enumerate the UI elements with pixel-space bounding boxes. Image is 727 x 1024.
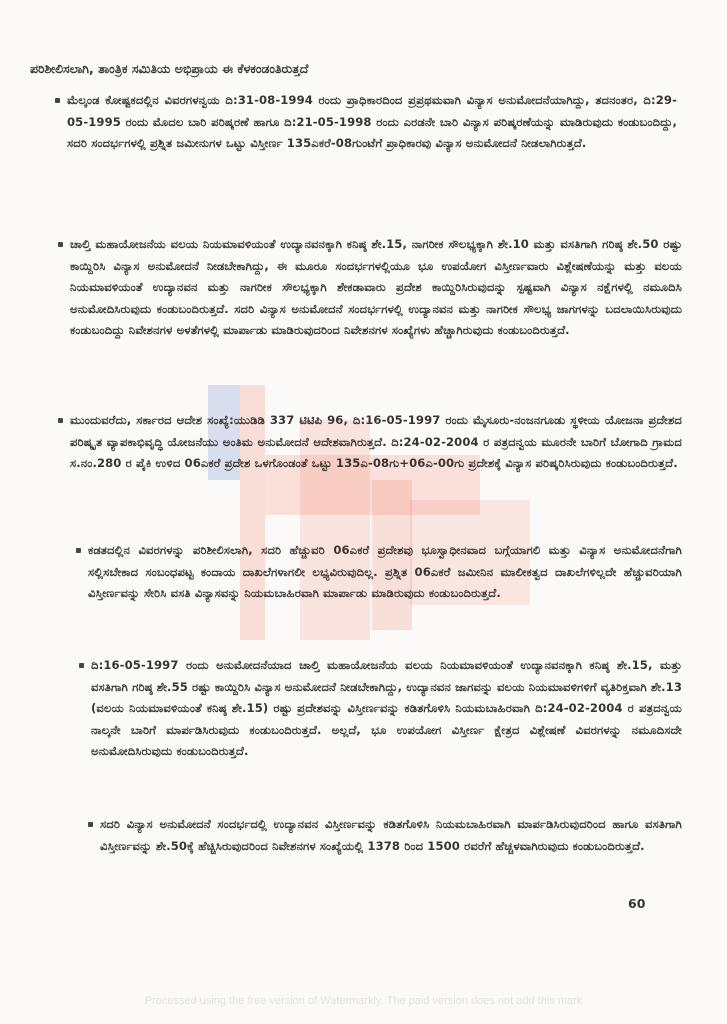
paragraph-text: ಸದರಿ ವಿನ್ಯಾಸ ಅನುಮೋದನೆ ಸಂದರ್ಭದಲ್ಲಿ ಉದ್ಯಾನವನ ವಿಸ್ತೀರ್ಣವನ್ನು ಕಡಿತಗೊಳಿಸಿ ನಿಯಮಬಾಹಿರವಾಗಿ ಮಾರ್ಪಡಿಸಿರುವುದರಿಂದ ಹಾಗೂ ವಸತಿಗಾಗಿ ವಿಸ್ತೀರ್ಣವನ್ನು ಶೇ.50ಕ್ಕೆ ಹೆಚ್ಚಿಸಿರುವುದರಿಂದ ನಿವೇಶನಗಳ ಸಂಖ್ಯೆಯಲ್ಲಿ 1378 ರಿಂದ 1500 ರವರೆಗೆ ಹೆಚ್ಚಳವಾಗಿರುವುದು ಕಂಡುಬಂದಿರುತ್ತದೆ. [100,817,682,853]
paragraph-text: ಕಡತದಲ್ಲಿನ ವಿವರಗಳನ್ನು ಪರಿಶೀಲಿಸಲಾಗಿ, ಸದರಿ ಹೆಚ್ಚುವರಿ 06ಎಕರೆ ಪ್ರದೇಶವು ಭೂಸ್ವಾಧೀನವಾದ ಬಗ್ಗೆಯಾಗಲಿ ಮತ್ತು ವಿನ್ಯಾಸ ಅನುಮೋದನೆಗಾಗಿ ಸಲ್ಲಿಸಬೇಕಾದ ಸಂಬಂಧಪಟ್ಟ ಕಂದಾಯ ದಾಖಲೆಗಳಾಗಲೀ ಲಭ್ಯವಿರುವುದಿಲ್ಲ. ಪ್ರಶ್ನಿತ 06ಎಕರೆ ಜಮೀನಿನ ಮಾಲೀಕತ್ವದ ದಾಖಲೆಗಳಿಲ್ಲದೇ ಹೆಚ್ಚುವರಿಯಾಗಿ ವಿಸ್ತೀರ್ಣವನ್ನು ಸೇರಿಸಿ ವಸತಿ ವಿನ್ಯಾಸವನ್ನು ನಿಯಮಬಾಹಿರವಾಗಿ ಮಾರ್ಪಾಡು ಮಾಡಿರುವುದು ಕಂಡುಬಂದಿರುತ್ತದೆ. [88,543,682,600]
bullet-icon [58,242,63,247]
section-heading: ಪರಿಶೀಲಿಸಲಾಗಿ, ತಾಂತ್ರಿಕ ಸಮಿತಿಯ ಅಭಿಪ್ರಾಯ ಈ ಕೆಳಕಂಡಂತಿರುತ್ತದೆ [30,61,309,76]
bullet-icon [76,548,81,553]
list-item [100,814,682,857]
paragraph-text: ಚಾಲ್ತಿ ಮಹಾಯೋಜನೆಯ ವಲಯ ನಿಯಮಾವಳಿಯಂತೆ ಉದ್ಯಾನವನಕ್ಕಾಗಿ ಕನಿಷ್ಠ ಶೇ.15, ನಾಗರೀಕ ಸೌಲಭ್ಯಕ್ಕಾಗಿ ಶೇ.10 ಮತ್ತು ವಸತಿಗಾಗಿ ಗರಿಷ್ಠ ಶೇ.50 ರಷ್ಟು ಕಾಯ್ದಿರಿಸಿ ವಿನ್ಯಾಸ ಅನುಮೋದನೆ ನೀಡಬೇಕಾಗಿದ್ದು, ಈ ಮೂರೂ ಸಂದರ್ಭಗಳಲ್ಲಿಯೂ ಭೂ ಉಪಯೋಗ ವಿಸ್ತೀರ್ಣವಾರು ವಿಶ್ಲೇಷಣೆಯನ್ನು ಮತ್ತು ವಲಯ ನಿಯಮಾವಳಿಯಂತೆ ಉದ್ಯಾನವನ ಮತ್ತು ನಾಗರೀಕ ಸೌಲಭ್ಯಕ್ಕಾಗಿ ಶೇಕಡಾವಾರು ಪ್ರದೇಶ ಕಾಯ್ದಿರಿಸಿರುವುದನ್ನು ಸ್ಪಷ್ಟವಾಗಿ ವಿನ್ಯಾಸ ನಕ್ಷೆಗಳಲ್ಲಿ ನಮೂದಿಸಿ ಅನುಮೋದಿಸಿರುವುದು ಕಂಡುಬಂದಿರುತ್ತದೆ. ಸದರಿ ವಿನ್ಯಾಸ ಅನುಮೋದನೆ ಸಂದರ್ಭಗಳಲ್ಲಿ ಉದ್ಯಾನವನ ಮತ್ತು ನಾಗರೀಕ ಸೌಲಭ್ಯ ಜಾಗಗಳನ್ನು ಬದಲಾಯಿಸಿರುವುದು ಕಂಡುಬಂದಿದ್ದು ನಿವೇಶನಗಳ ಅಳತೆಗಳಲ್ಲಿ ಮಾರ್ಪಾಡು ಮಾಡಿರುವುದರಿಂದ ನಿವೇಶನಗಳ ಸಂಖ್ಯೆಗಳು ಹೆಚ್ಚಾಗಿರುವುದು ಕಂಡುಬಂದಿರುತ್ತದೆ. [70,237,682,337]
watermark-footer-text: Processed using the free version of Watermarkly. The paid version does not add this mark [144,995,583,1007]
list-item [70,410,682,475]
list-item [67,90,677,155]
bullet-icon [79,663,84,668]
page-number: 60 [628,896,646,911]
paragraph-text: ಮುಂದುವರೆದು, ಸರ್ಕಾರದ ಆದೇಶ ಸಂಖ್ಯೆ:ಯುಡಿಡಿ 337 ಟಿಟಿಪಿ 96, ದಿ:16-05-1997 ರಂದು ಮೈಸೂರು-ನಂಜನಗೂಡು ಸ್ಥಳೀಯ ಯೋಜನಾ ಪ್ರದೇಶದ ಪರಿಷ್ಕೃತ ವ್ಯಾಪಕಾಭಿವೃದ್ಧಿ ಯೋಜನೆಯು ಅಂತಿಮ ಅನುಮೋದನೆ ಆದೇಶವಾಗಿರುತ್ತದೆ. ದಿ:24-02-2004 ರ ಪತ್ರದನ್ವಯ ಮೂರನೇ ಬಾರಿಗೆ ಬೋಗಾದಿ ಗ್ರಾಮದ ಸ.ನಂ.280 ರ ಪೈಕಿ ಉಳಿದ 06ಎಕರೆ ಪ್ರದೇಶ ಒಳಗೊಂಡಂತೆ ಒಟ್ಟು 135ಎ-08ಗು+06ಎ-00ಗು ಪ್ರದೇಶಕ್ಕೆ ವಿನ್ಯಾಸ ಪರಿಷ್ಕರಿಸಿರುವುದು ಕಂಡುಬಂದಿರುತ್ತದೆ. [70,413,682,470]
list-item [91,655,682,763]
list-item [70,234,682,342]
paragraph-text: ದಿ:16-05-1997 ರಂದು ಅನುಮೋದನೆಯಾದ ಚಾಲ್ತಿ ಮಹಾಯೋಜನೆಯ ವಲಯ ನಿಯಮಾವಳಿಯಂತೆ ಉದ್ಯಾನವನಕ್ಕಾಗಿ ಕನಿಷ್ಠ ಶೇ.15, ಮತ್ತು ವಸತಿಗಾಗಿ ಗರಿಷ್ಠ ಶೇ.55 ರಷ್ಟು ಕಾಯ್ದಿರಿಸಿ ವಿನ್ಯಾಸ ಅನುಮೋದನೆ ನೀಡಬೇಕಾಗಿದ್ದು, ಉದ್ಯಾನವನ ಜಾಗವನ್ನು ವಲಯ ನಿಯಮಾವಳಿಗಳಿಗೆ ವ್ಯತಿರಿಕ್ತವಾಗಿ ಶೇ.13 (ವಲಯ ನಿಯಮಾವಳಿಯಂತೆ ಕನಿಷ್ಠ ಶೇ.15) ರಷ್ಟು ಪ್ರದೇಶವನ್ನು ವಿಸ್ತೀರ್ಣವನ್ನು ಕಡಿತಗೊಳಿಸಿ ನಿಯಮಬಾಹಿರವಾಗಿ ದಿ:24-02-2004 ರ ಪತ್ರದನ್ವಯ ನಾಲ್ಕನೇ ಬಾರಿಗೆ ಮಾರ್ಪಡಿಸಿರುವುದು ಕಂಡುಬಂದಿರುತ್ತದೆ. ಅಲ್ಲದೆ, ಭೂ ಉಪಯೋಗ ವಿಸ್ತೀರ್ಣ ಕ್ಷೇತ್ರದ ವಿಶ್ಲೇಷಣೆ ವಿವರಗಳನ್ನು ನಮೂದಿಸದೇ ಅನುಮೋದಿಸಿರುವುದು ಕಂಡುಬಂದಿರುತ್ತದೆ. [91,658,682,758]
bullet-icon [55,98,60,103]
bullet-icon [58,418,63,423]
paragraph-text: ಮೆಲ್ಕಂಡ ಕೋಷ್ಟಕದಲ್ಲಿನ ವಿವರಗಳನ್ವಯ ದಿ:31-08-1994 ರಂದು ಪ್ರಾಧಿಕಾರದಿಂದ ಪ್ರಪ್ರಥಮವಾಗಿ ವಿನ್ಯಾಸ ಅನುಮೋದನೆಯಾಗಿದ್ದು, ತದನಂತರ, ದಿ:29-05-1995 ರಂದು ಮೊದಲ ಬಾರಿ ಪರಿಷ್ಕರಣೆ ಹಾಗೂ ದಿ:21-05-1998 ರಂದು ಎರಡನೇ ಬಾರಿ ವಿನ್ಯಾಸ ಪರಿಷ್ಕರಣೆಯನ್ನು ಮಾಡಿರುವುದು ಕಂಡುಬಂದಿದ್ದು, ಸದರಿ ಸಂದರ್ಭಗಳಲ್ಲಿ ಪ್ರಶ್ನಿತ ಜಮೀನುಗಳ ಒಟ್ಟು ವಿಸ್ತೀರ್ಣ 135ಎಕರೆ-08ಗುಂಟೆಗೆ ಪ್ರಾಧಿಕಾರವು ವಿನ್ಯಾಸ ಅನುಮೋದನೆ ನೀಡಲಾಗಿರುತ್ತದೆ. [67,93,677,150]
bullet-icon [88,822,93,827]
list-item [88,540,682,605]
